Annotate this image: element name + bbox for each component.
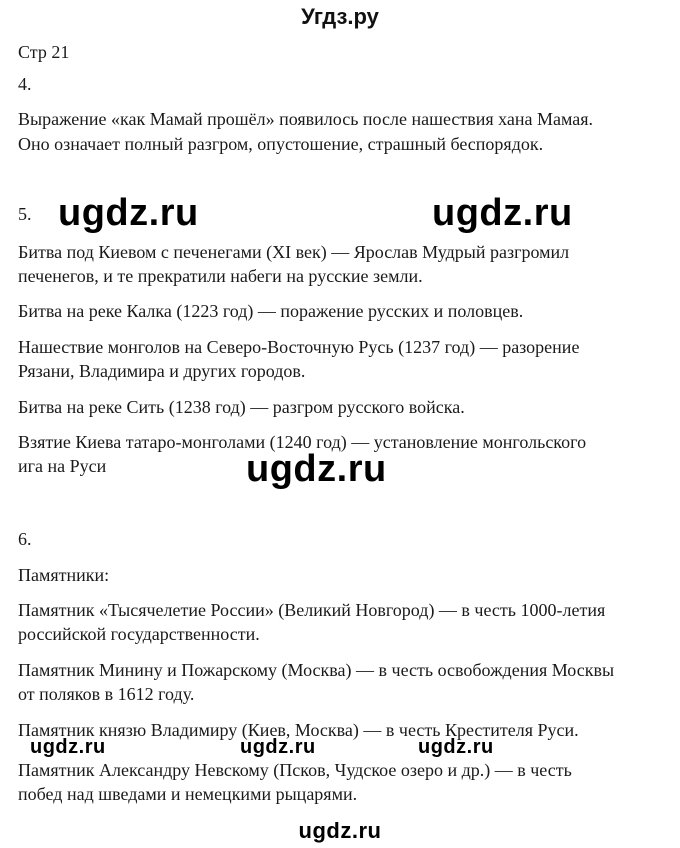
watermark: ugdz.ru bbox=[246, 448, 387, 490]
task-6-item: Памятник Александру Невскому (Псков, Чудское озеро и др.) — в честь bbox=[18, 760, 572, 780]
task-6-item: от поляков в 1612 году. bbox=[18, 684, 195, 704]
footer-watermark: ugdz.ru bbox=[298, 818, 382, 843]
task-6-item: Памятник князю Владимиру (Киев, Москва) — в честь Крестителя Руси. bbox=[18, 720, 579, 740]
task-6-heading: Памятники: bbox=[18, 565, 110, 585]
task-4-number: 4. bbox=[18, 74, 32, 94]
watermark: ugdz.ru bbox=[30, 736, 106, 758]
watermark: ugdz.ru bbox=[418, 736, 494, 758]
task-5-item: печенегов, и те прекратили набеги на русские земли. bbox=[18, 266, 423, 286]
task-6-number: 6. bbox=[18, 529, 32, 549]
task-6-item: побед над шведами и немецкими рыцарями. bbox=[18, 784, 358, 804]
task-5-item: ига на Руси bbox=[18, 456, 107, 476]
site-title: Угдз.ру bbox=[301, 4, 379, 29]
task-5-number: 5. bbox=[18, 204, 32, 224]
task-6-item: российской государственности. bbox=[18, 624, 260, 644]
task-5-item: Битва на реке Сить (1238 год) — разгром русского войска. bbox=[18, 397, 465, 417]
task-6-item: Памятник Минину и Пожарскому (Москва) — в честь освобождения Москвы bbox=[18, 660, 615, 680]
task-4-line: Выражение «как Мамай прошёл» появилось после нашествия хана Мамая. bbox=[18, 109, 594, 129]
task-6-item: Памятник «Тысячелетие России» (Великий Новгород) — в честь 1000-летия bbox=[18, 600, 606, 620]
task-5-item: Взятие Киева татаро-монголами (1240 год) — установление монгольского bbox=[18, 432, 587, 452]
task-5-item: Битва на реке Калка (1223 год) — поражение русских и половцев. bbox=[18, 301, 524, 321]
watermark: ugdz.ru bbox=[58, 192, 199, 234]
page-label: Стр 21 bbox=[18, 42, 70, 62]
task-5-item: Нашествие монголов на Северо-Восточную Русь (1237 год) — разорение bbox=[18, 337, 580, 357]
task-5-item: Рязани, Владимира и других городов. bbox=[18, 361, 306, 381]
watermark: ugdz.ru bbox=[240, 736, 316, 758]
task-4-line: Оно означает полный разгром, опустошение, страшный беспорядок. bbox=[18, 134, 544, 154]
watermark: ugdz.ru bbox=[432, 192, 573, 234]
task-5-item: Битва под Киевом с печенегами (XI век) — Ярослав Мудрый разгромил bbox=[18, 242, 570, 262]
